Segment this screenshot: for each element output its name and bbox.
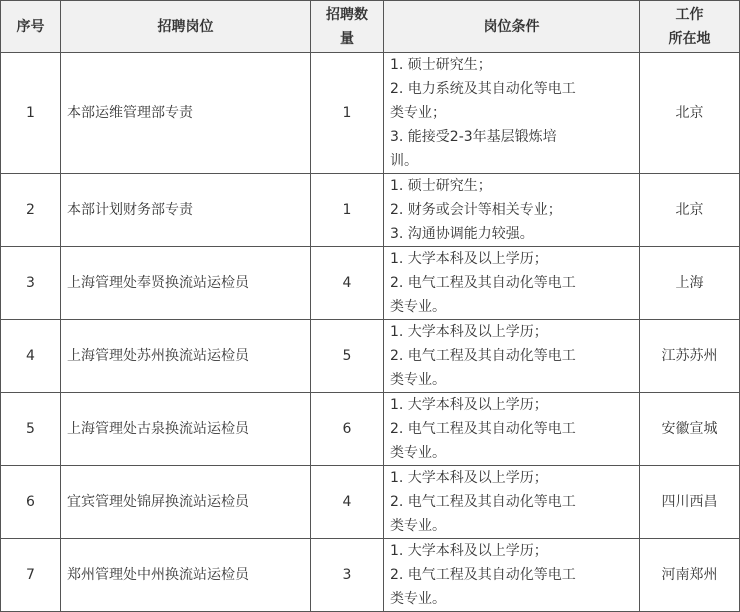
requirement-line: 2. 电气工程及其自动化等电工 [390,275,576,291]
cell-no: 5 [1,393,61,466]
cell-location: 河南郑州 [640,539,740,612]
cell-no: 2 [1,174,61,247]
header-count-line2: 量 [340,30,354,47]
cell-requirements [384,393,640,466]
cell-location: 北京 [640,53,740,174]
cell-no: 3 [1,247,61,320]
cell-count: 4 [311,247,384,320]
cell-location: 上海 [640,247,740,320]
cell-position: 郑州管理处中州换流站运检员 [61,539,311,612]
header-location-line2: 所在地 [668,30,711,47]
header-count [311,1,384,53]
cell-count: 4 [311,466,384,539]
cell-location: 江苏苏州 [640,320,740,393]
requirement-line: 1. 大学本科及以上学历； [390,470,548,486]
header-position: 招聘岗位 [61,1,311,53]
header-no: 序号 [1,1,61,53]
table-row [1,53,740,174]
table-row [1,393,740,466]
requirement-line: 3. 能接受2-3年基层锻炼培 [390,129,557,145]
requirement-line: 类专业。 [390,518,446,534]
header-requirements: 岗位条件 [384,1,640,53]
table-row [1,466,740,539]
requirement-line: 训。 [390,153,418,169]
requirement-line: 类专业。 [390,299,446,315]
requirement-line: 1. 硕士研究生； [390,57,492,73]
header-row [1,1,740,53]
requirement-line: 2. 电力系统及其自动化等电工 [390,81,576,97]
cell-location: 北京 [640,174,740,247]
requirement-line: 类专业。 [390,372,446,388]
requirement-line: 2. 电气工程及其自动化等电工 [390,567,576,583]
requirement-line: 1. 大学本科及以上学历； [390,543,548,559]
table-header [1,1,740,53]
cell-requirements [384,320,640,393]
cell-no: 1 [1,53,61,174]
requirement-line: 3. 沟通协调能力较强。 [390,226,534,242]
requirement-line: 2. 电气工程及其自动化等电工 [390,421,576,437]
table-row [1,539,740,612]
cell-location: 安徽宣城 [640,393,740,466]
cell-requirements [384,53,640,174]
cell-position: 上海管理处苏州换流站运检员 [61,320,311,393]
cell-position: 本部运维管理部专责 [61,53,311,174]
table-row [1,247,740,320]
table-body [1,53,740,612]
requirement-line: 2. 财务或会计等相关专业； [390,202,562,218]
cell-requirements [384,174,640,247]
requirement-line: 2. 电气工程及其自动化等电工 [390,494,576,510]
requirement-line: 1. 大学本科及以上学历； [390,324,548,340]
table-row [1,320,740,393]
cell-count: 5 [311,320,384,393]
requirement-line: 1. 硕士研究生； [390,178,492,194]
cell-count: 1 [311,174,384,247]
requirement-line: 类专业。 [390,591,446,607]
cell-position: 本部计划财务部专责 [61,174,311,247]
cell-location: 四川西昌 [640,466,740,539]
cell-count: 6 [311,393,384,466]
cell-requirements [384,247,640,320]
cell-count: 1 [311,53,384,174]
cell-position: 上海管理处古泉换流站运检员 [61,393,311,466]
cell-requirements [384,539,640,612]
table-row [1,174,740,247]
header-count-line1: 招聘数 [326,6,368,23]
cell-no: 4 [1,320,61,393]
requirement-line: 类专业。 [390,445,446,461]
requirement-line: 2. 电气工程及其自动化等电工 [390,348,576,364]
requirement-line: 类专业； [390,105,446,121]
cell-requirements [384,466,640,539]
requirement-line: 1. 大学本科及以上学历； [390,397,548,413]
cell-no: 6 [1,466,61,539]
header-location-line1: 工作 [675,6,704,23]
header-location [640,1,740,53]
cell-no: 7 [1,539,61,612]
cell-count: 3 [311,539,384,612]
cell-position: 上海管理处奉贤换流站运检员 [61,247,311,320]
requirement-line: 1. 大学本科及以上学历； [390,251,548,267]
cell-position: 宜宾管理处锦屏换流站运检员 [61,466,311,539]
